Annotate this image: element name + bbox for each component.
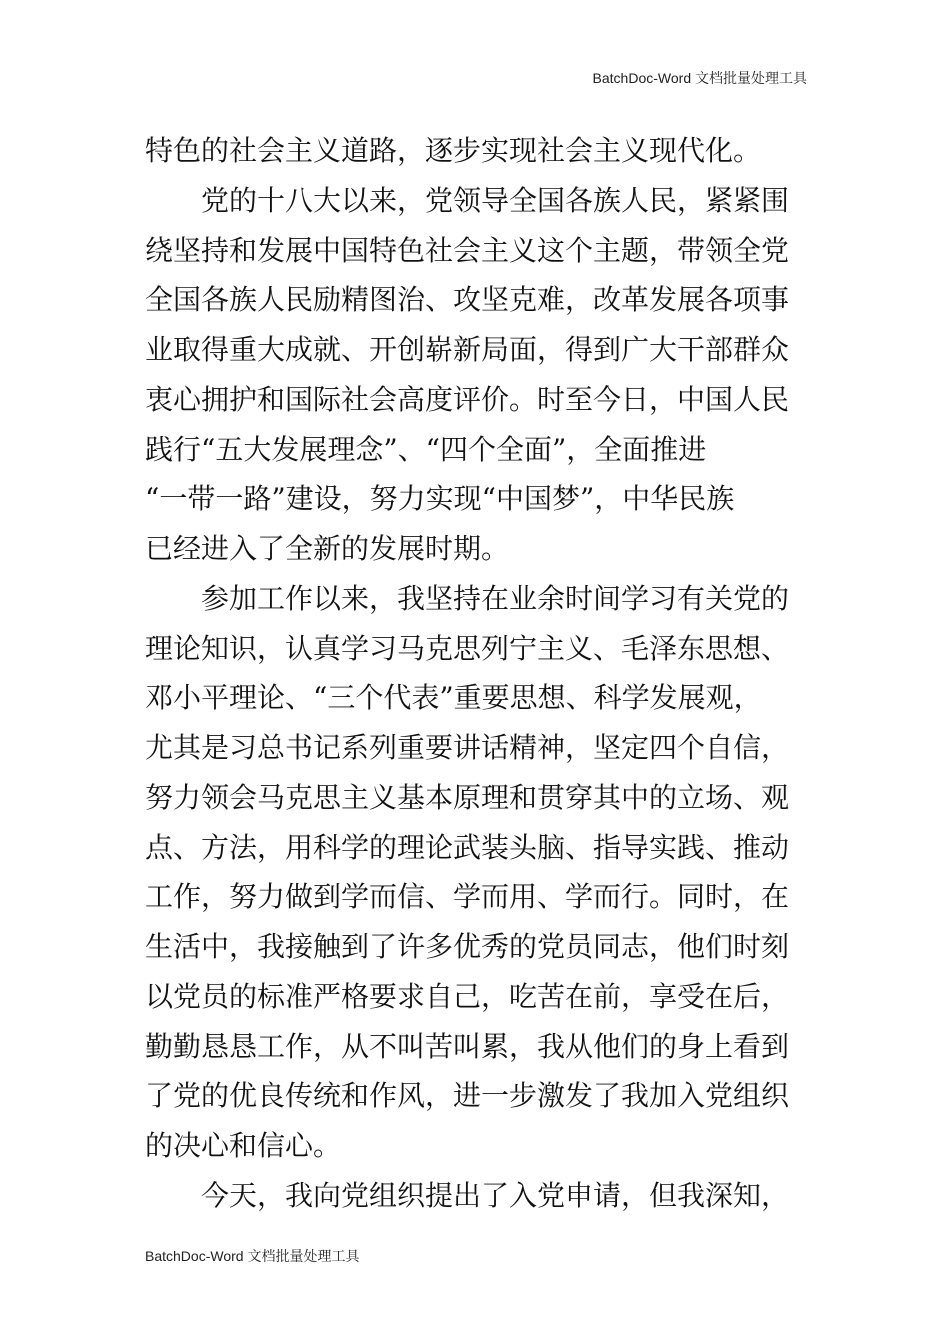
page-header: BatchDoc-Word 文档批量处理工具 [592, 70, 807, 86]
text-line: 了党的优良传统和作风，进一步激发了我加入党组织 [145, 1079, 790, 1113]
text-line: 已经进入了全新的发展时期。 [145, 532, 510, 565]
text-line: 点、方法，用科学的理论武装头脑、指导实践、推动 [145, 830, 790, 864]
text-line: 理论知识，认真学习马克思列宁主义、毛泽东思想、 [145, 631, 790, 665]
paragraph-first-line: 参加工作以来，我坚持在业余时间学习有关党的 [201, 581, 790, 615]
text-line: 生活中，我接触到了许多优秀的党员同志，他们时刻 [145, 930, 790, 963]
text-line: 绕坚持和发展中国特色社会主义这个主题，带领全党 [145, 233, 790, 267]
text-line: 努力领会马克思主义基本原理和贯穿其中的立场、观 [145, 780, 790, 814]
text-line: 勤勤恳恳工作，从不叫苦叫累，我从他们的身上看到 [145, 1029, 790, 1063]
document-body [145, 126, 810, 1221]
page-footer: BatchDoc-Word 文档批量处理工具 [145, 1248, 360, 1264]
text-line: 的决心和信心。 [145, 1129, 342, 1162]
text-line: 尤其是习总书记系列重要讲话精神，坚定四个自信， [145, 731, 790, 764]
paragraph-first-line: 今天，我向党组织提出了入党申请，但我深知， [201, 1178, 790, 1212]
text-line: 以党员的标准严格要求自己，吃苦在前，享受在后， [145, 979, 790, 1013]
text-line: 全国各族人民励精图治、攻坚克难，改革发展各项事 [145, 283, 790, 317]
text-line: 邓小平理论、“三个代表”重要思想、科学发展观， [145, 681, 762, 715]
paragraph-first-line: 党的十八大以来，党领导全国各族人民，紧紧围 [201, 183, 790, 217]
text-line: 践行“五大发展理念”、“四个全面”，全面推进 [145, 432, 707, 466]
text-line: 业取得重大成就、开创崭新局面，得到广大干部群众 [145, 333, 790, 366]
text-line: 特色的社会主义道路，逐步实现社会主义现代化。 [145, 134, 762, 167]
text-line: 工作，努力做到学而信、学而用、学而行。同时，在 [145, 880, 790, 914]
text-line: “一带一路”建设，努力实现“中国梦”，中华民族 [145, 482, 735, 516]
text-line: 衷心拥护和国际社会高度评价。时至今日，中国人民 [145, 382, 790, 416]
